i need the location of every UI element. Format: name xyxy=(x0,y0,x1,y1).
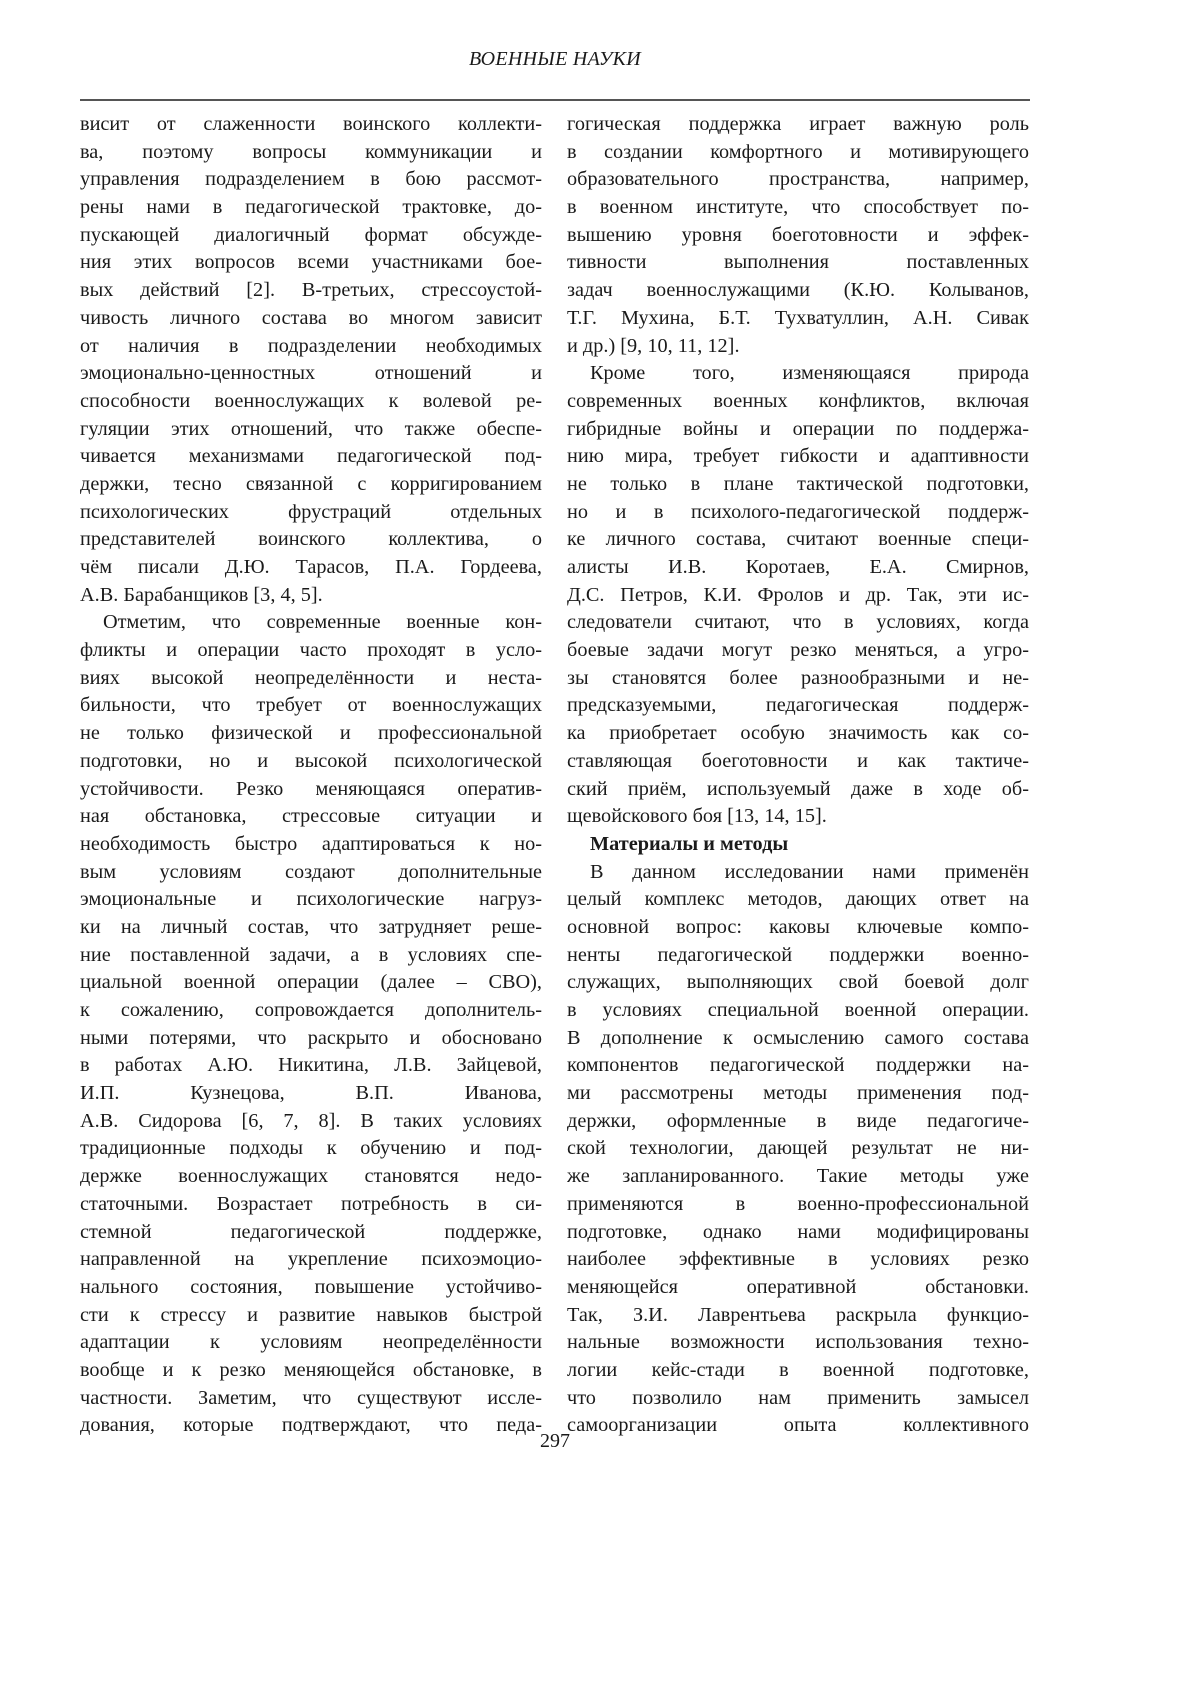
section-heading: Материалы и методы xyxy=(567,831,1029,859)
text-line: циальной военной операции (далее – СВО), xyxy=(80,969,542,997)
text-line: ными потерями, что раскрыто и обосновано xyxy=(80,1025,542,1053)
text-line: образовательного пространства, например, xyxy=(567,166,1029,194)
text-line: к сожалению, сопровождается дополнитель- xyxy=(80,997,542,1025)
text-line: ва, поэтому вопросы коммуникации и xyxy=(80,139,542,167)
text-line: вообще и к резко меняющейся обстановке, в xyxy=(80,1357,542,1385)
text-line: нальные возможности использования техно- xyxy=(567,1329,1029,1357)
text-line: традиционные подходы к обучению и под- xyxy=(80,1135,542,1163)
text-line: держки, оформленные в виде педагогиче- xyxy=(567,1108,1029,1136)
text-line: щевойскового боя [13, 14, 15]. xyxy=(567,803,1029,831)
text-line: в работах А.Ю. Никитина, Л.В. Зайцевой, xyxy=(80,1052,542,1080)
text-line: подготовки, но и высокой психологической xyxy=(80,748,542,776)
text-line: представителей воинского коллектива, о xyxy=(80,526,542,554)
text-line: зы становятся более разнообразными и не- xyxy=(567,665,1029,693)
text-line: следователи считают, что в условиях, когда xyxy=(567,609,1029,637)
text-line: в условиях специальной военной операции. xyxy=(567,997,1029,1025)
text-line: гибридные войны и операции по поддержа- xyxy=(567,416,1029,444)
text-line: фликты и операции часто проходят в усло- xyxy=(80,637,542,665)
text-line: бильности, что требует от военнослужащих xyxy=(80,692,542,720)
text-line: нию мира, требует гибкости и адаптивности xyxy=(567,443,1029,471)
text-line: эмоциональные и психологические нагруз- xyxy=(80,886,542,914)
text-line: ненты педагогической поддержки военно- xyxy=(567,942,1029,970)
running-header: ВОЕННЫЕ НАУКИ xyxy=(80,48,1030,71)
text-line: ная обстановка, стрессовые ситуации и xyxy=(80,803,542,831)
text-line: В данном исследовании нами применён xyxy=(567,859,1029,887)
text-line: устойчивости. Резко меняющаяся оператив- xyxy=(80,776,542,804)
text-line: самоорганизации опыта коллективного xyxy=(567,1412,1029,1440)
text-line: ской технологии, дающей результат не ни- xyxy=(567,1135,1029,1163)
text-line: задач военнослужащими (К.Ю. Колыванов, xyxy=(567,277,1029,305)
text-line: современных военных конфликтов, включая xyxy=(567,388,1029,416)
text-line: вых действий [2]. В-третьих, стрессоустой- xyxy=(80,277,542,305)
text-line: чивость личного состава во многом зависит xyxy=(80,305,542,333)
text-line: частности. Заметим, что существуют иссле- xyxy=(80,1385,542,1413)
text-line: А.В. Сидорова [6, 7, 8]. В таких условиях xyxy=(80,1108,542,1136)
text-line: психологических фрустраций отдельных xyxy=(80,499,542,527)
text-line: адаптации к условиям неопределённости xyxy=(80,1329,542,1357)
page-number: 297 xyxy=(80,1430,1030,1453)
text-line: ки на личный состав, что затрудняет реше- xyxy=(80,914,542,942)
text-line: способности военнослужащих к волевой ре- xyxy=(80,388,542,416)
text-line: чём писали Д.Ю. Тарасов, П.А. Гордеева, xyxy=(80,554,542,582)
text-line: направленной на укрепление психоэмоцио- xyxy=(80,1246,542,1274)
text-line: от наличия в подразделении необходимых xyxy=(80,333,542,361)
text-line: В дополнение к осмыслению самого состава xyxy=(567,1025,1029,1053)
text-line: А.В. Барабанщиков [3, 4, 5]. xyxy=(80,582,542,610)
text-line: эмоционально-ценностных отношений и xyxy=(80,360,542,388)
left-column xyxy=(80,111,542,1440)
text-line: не только физической и профессиональной xyxy=(80,720,542,748)
text-line: служащих, выполняющих свой боевой долг xyxy=(567,969,1029,997)
text-line: чивается механизмами педагогической под- xyxy=(80,443,542,471)
text-line: вым условиям создают дополнительные xyxy=(80,859,542,887)
text-line: Д.С. Петров, К.И. Фролов и др. Так, эти ис- xyxy=(567,582,1029,610)
text-line: Т.Г. Мухина, Б.Т. Тухватуллин, А.Н. Сивак xyxy=(567,305,1029,333)
text-line: сти к стрессу и развитие навыков быстрой xyxy=(80,1302,542,1330)
text-line: что позволило нам применить замысел xyxy=(567,1385,1029,1413)
text-line: гуляции этих отношений, что также обеспе- xyxy=(80,416,542,444)
text-line: Кроме того, изменяющаяся природа xyxy=(567,360,1029,388)
text-line: ние поставленной задачи, а в условиях спе- xyxy=(80,942,542,970)
text-line: держки, тесно связанной с корригированием xyxy=(80,471,542,499)
text-line: меняющейся оперативной обстановки. xyxy=(567,1274,1029,1302)
text-line: И.П. Кузнецова, В.П. Иванова, xyxy=(80,1080,542,1108)
text-line: но и в психолого-педагогической поддерж- xyxy=(567,499,1029,527)
text-line: нального состояния, повышение устойчиво- xyxy=(80,1274,542,1302)
text-line: логии кейс-стади в военной подготовке, xyxy=(567,1357,1029,1385)
text-line: ский приём, используемый даже в ходе об- xyxy=(567,776,1029,804)
text-line: стемной педагогической поддержке, xyxy=(80,1219,542,1247)
right-column xyxy=(567,111,1029,1440)
text-line: в создании комфортного и мотивирующего xyxy=(567,139,1029,167)
text-line: дования, которые подтверждают, что педа- xyxy=(80,1412,542,1440)
text-line: боевые задачи могут резко меняться, а угро- xyxy=(567,637,1029,665)
text-line: ми рассмотрены методы применения под- xyxy=(567,1080,1029,1108)
text-line: же запланированного. Такие методы уже xyxy=(567,1163,1029,1191)
text-line: Отметим, что современные военные кон- xyxy=(80,609,542,637)
text-line: в военном институте, что способствует по- xyxy=(567,194,1029,222)
text-line: ния этих вопросов всеми участниками бое- xyxy=(80,249,542,277)
text-line: держке военнослужащих становятся недо- xyxy=(80,1163,542,1191)
text-line: необходимость быстро адаптироваться к но- xyxy=(80,831,542,859)
text-line: ка приобретает особую значимость как со- xyxy=(567,720,1029,748)
text-line: тивности выполнения поставленных xyxy=(567,249,1029,277)
text-line: ке личного состава, считают военные специ- xyxy=(567,526,1029,554)
text-line: наиболее эффективные в условиях резко xyxy=(567,1246,1029,1274)
header-divider xyxy=(80,99,1030,101)
text-line: и др.) [9, 10, 11, 12]. xyxy=(567,333,1029,361)
text-line: компонентов педагогической поддержки на- xyxy=(567,1052,1029,1080)
text-line: не только в плане тактической подготовки, xyxy=(567,471,1029,499)
text-line: Так, З.И. Лаврентьева раскрыла функцио- xyxy=(567,1302,1029,1330)
text-line: ставляющая боеготовности и как тактиче- xyxy=(567,748,1029,776)
text-line: применяются в военно-профессиональной xyxy=(567,1191,1029,1219)
text-line: вышению уровня боеготовности и эффек- xyxy=(567,222,1029,250)
text-line: основной вопрос: каковы ключевые компо- xyxy=(567,914,1029,942)
text-line: статочными. Возрастает потребность в си- xyxy=(80,1191,542,1219)
text-line: висит от слаженности воинского коллекти- xyxy=(80,111,542,139)
text-line: виях высокой неопределённости и неста- xyxy=(80,665,542,693)
text-line: целый комплекс методов, дающих ответ на xyxy=(567,886,1029,914)
text-line: подготовке, однако нами модифицированы xyxy=(567,1219,1029,1247)
text-line: гогическая поддержка играет важную роль xyxy=(567,111,1029,139)
text-line: пускающей диалогичный формат обсужде- xyxy=(80,222,542,250)
text-line: управления подразделением в бою рассмот- xyxy=(80,166,542,194)
text-line: алисты И.В. Коротаев, Е.А. Смирнов, xyxy=(567,554,1029,582)
text-line: предсказуемыми, педагогическая поддерж- xyxy=(567,692,1029,720)
text-line: рены нами в педагогической трактовке, до- xyxy=(80,194,542,222)
